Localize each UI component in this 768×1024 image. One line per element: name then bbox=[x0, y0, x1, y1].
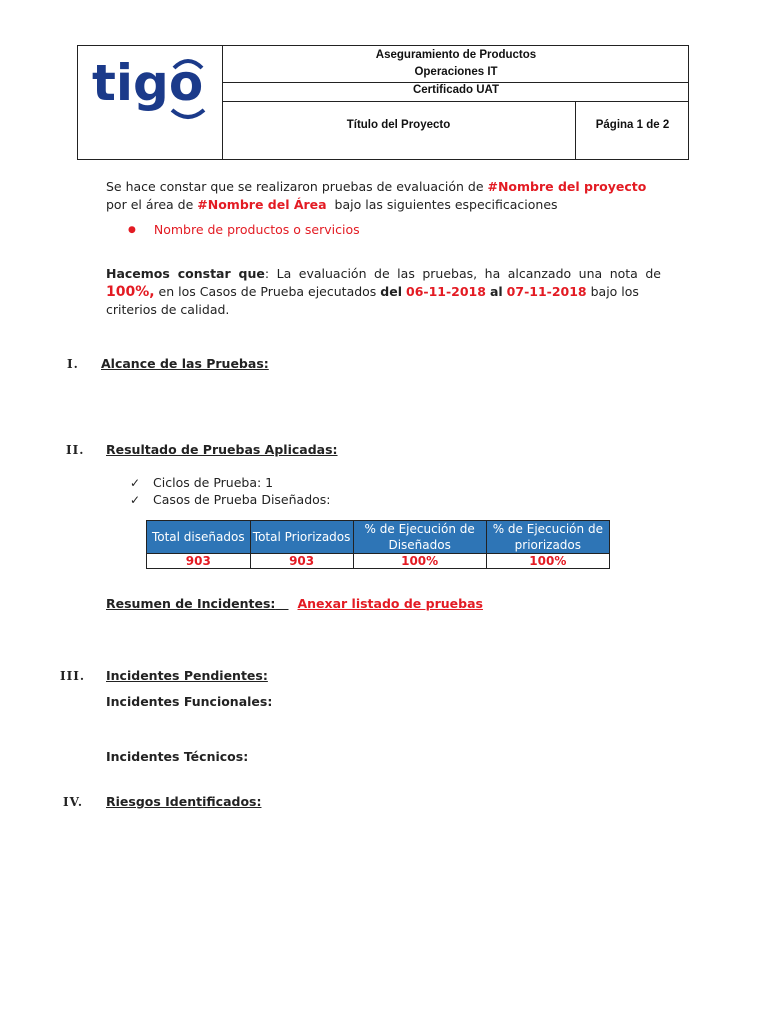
table-header-row bbox=[147, 521, 610, 554]
table-cell: 100% bbox=[353, 554, 486, 569]
technical-incidents-heading: Incidentes Técnicos: bbox=[106, 749, 249, 764]
statement-paragraph bbox=[106, 265, 661, 319]
results-table bbox=[146, 520, 610, 569]
section-title-alcance: Alcance de las Pruebas: bbox=[101, 356, 269, 371]
table-row bbox=[147, 554, 610, 569]
summary-label: Resumen de Incidentes: bbox=[106, 596, 276, 611]
test-cases-designed: Casos de Prueba Diseñados: bbox=[153, 492, 331, 507]
statement-text: : La evaluación de las pruebas, ha alcanzado una nota de bbox=[264, 266, 661, 281]
intro-paragraph bbox=[106, 178, 666, 214]
document-header bbox=[77, 45, 689, 160]
section-number: III. bbox=[60, 669, 86, 683]
section-title-riesgos: Riesgos Identificados: bbox=[106, 794, 262, 809]
column-header: Total diseñados bbox=[147, 521, 251, 554]
header-line-1: Aseguramiento de Productos bbox=[375, 49, 537, 61]
bullet-icon: ● bbox=[128, 225, 136, 235]
score-value: 100%, bbox=[106, 284, 155, 300]
statement-text: en los Casos de Prueba ejecutados bbox=[154, 284, 381, 299]
page-number: Página 1 de 2 bbox=[595, 119, 670, 131]
incident-summary bbox=[106, 596, 483, 611]
header-divider bbox=[222, 82, 688, 83]
tigo-logo bbox=[90, 50, 215, 130]
statement-del: del bbox=[380, 284, 403, 299]
section-number: I. bbox=[67, 357, 79, 371]
area-name-placeholder: #Nombre del Área bbox=[197, 197, 327, 212]
header-divider bbox=[222, 46, 223, 159]
check-list-item bbox=[130, 491, 331, 509]
statement-al: al bbox=[489, 284, 503, 299]
column-header: Total Priorizados bbox=[250, 521, 353, 554]
svg-text:tigo: tigo bbox=[92, 54, 204, 112]
product-list-item: Nombre de productos o servicios bbox=[153, 222, 360, 237]
date-from: 06-11-2018 bbox=[406, 284, 486, 299]
statement-lead: Hacemos constar que bbox=[106, 266, 265, 281]
test-cycles: Ciclos de Prueba: 1 bbox=[153, 475, 274, 490]
column-header: % de Ejecución de priorizados bbox=[486, 521, 609, 554]
statement-text: criterios de calidad. bbox=[106, 302, 230, 317]
check-list-item bbox=[130, 474, 273, 492]
section-title-resultado: Resultado de Pruebas Aplicadas: bbox=[106, 442, 338, 457]
header-line-2: Operaciones IT bbox=[414, 66, 498, 78]
table-cell: 100% bbox=[486, 554, 609, 569]
checkmark-icon: ✓ bbox=[130, 476, 141, 490]
attach-test-list-link[interactable]: Anexar listado de pruebas bbox=[297, 596, 483, 611]
functional-incidents-heading: Incidentes Funcionales: bbox=[106, 694, 273, 709]
statement-text: bajo los bbox=[586, 284, 639, 299]
column-header: % de Ejecución de Diseñados bbox=[353, 521, 486, 554]
section-number: II. bbox=[66, 443, 85, 457]
intro-text: por el área de bbox=[106, 197, 198, 212]
project-title: Título del Proyecto bbox=[346, 119, 451, 131]
project-name-placeholder: #Nombre del proyecto bbox=[487, 179, 647, 194]
intro-text: Se hace constar que se realizaron pruebas de evaluación de bbox=[106, 179, 488, 194]
certificate-title: Certificado UAT bbox=[412, 84, 500, 96]
checkmark-icon: ✓ bbox=[130, 493, 141, 507]
table-cell: 903 bbox=[250, 554, 353, 569]
date-to: 07-11-2018 bbox=[506, 284, 587, 299]
intro-text: bajo las siguientes especificaciones bbox=[326, 197, 558, 212]
section-title-incidentes: Incidentes Pendientes: bbox=[106, 668, 268, 683]
table-cell: 903 bbox=[147, 554, 251, 569]
product-bullet bbox=[128, 221, 360, 239]
header-divider bbox=[222, 101, 688, 102]
summary-gap bbox=[275, 596, 288, 611]
section-number: IV. bbox=[63, 795, 84, 809]
